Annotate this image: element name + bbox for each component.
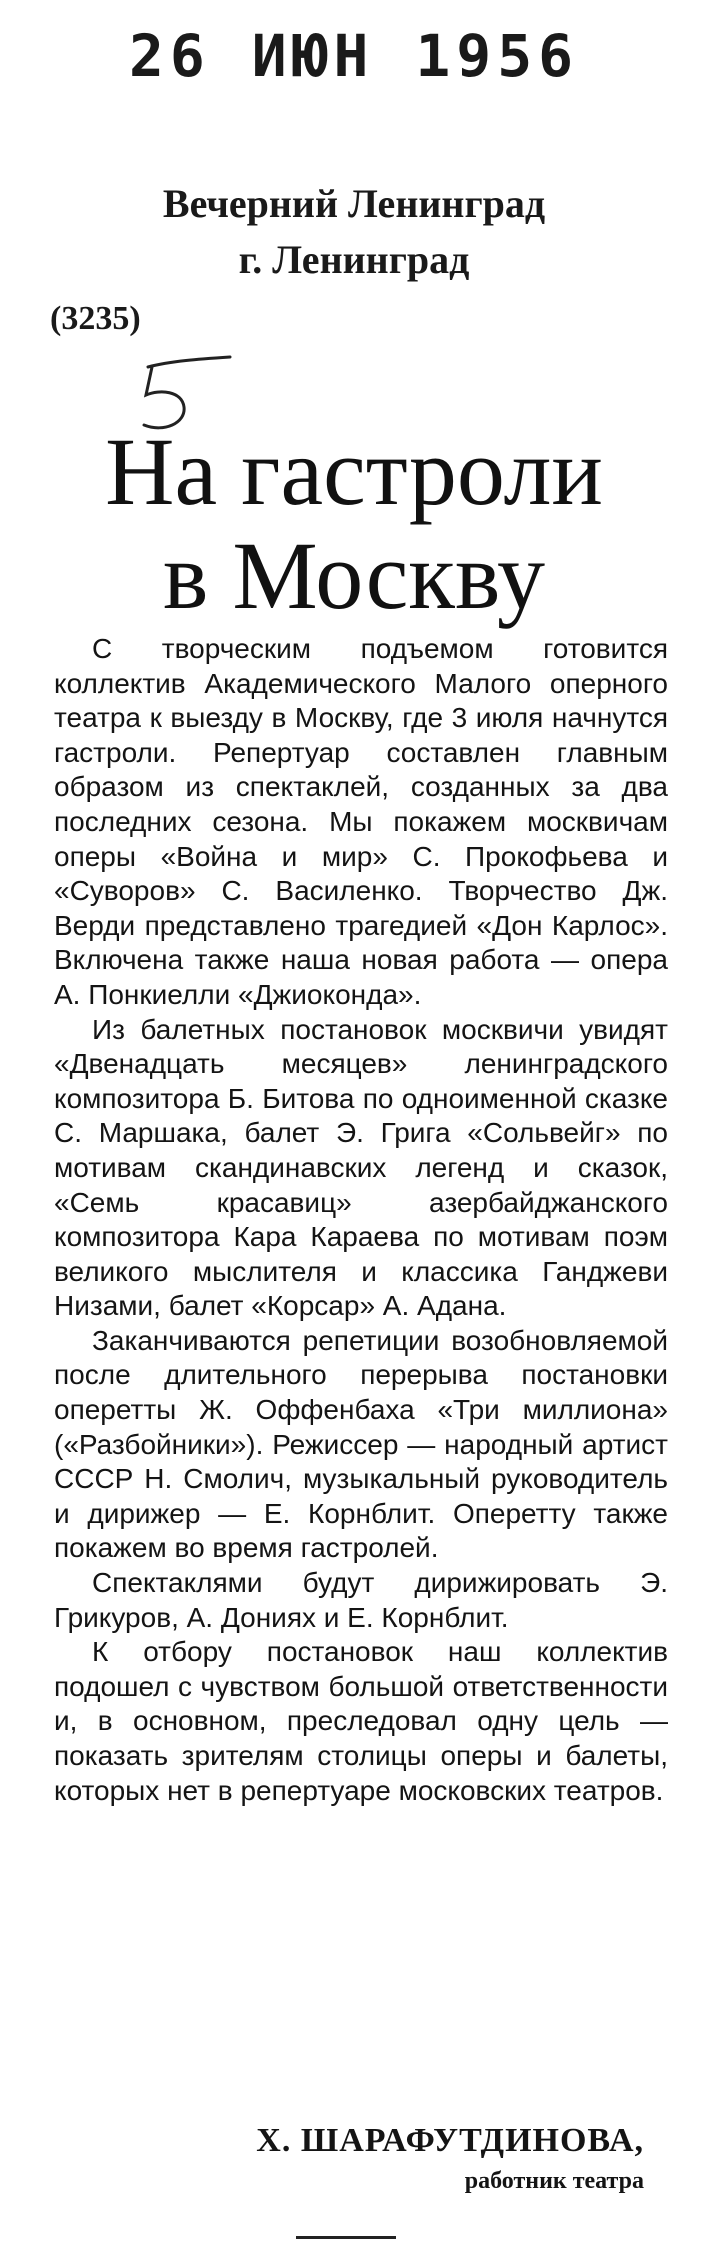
newspaper-name: Вечерний Ленинград bbox=[162, 181, 546, 226]
paragraph-2: Из балетных постановок москвичи увидят «Двенадцать месяцев» ленинградского композитора Б. Битова по одноименной сказке С. Маршака, балет Э. Грига «Сольвейг» по мотивам скандинавских легенд и сказок, «Семь красавиц» азербайджанского композитора Кара Караева по мотивам поэм великого мыслителя и классика Ганджеви Низами, балет «Корсар» А. Адана. bbox=[54, 1013, 668, 1322]
article-body bbox=[54, 632, 668, 1808]
article-headline bbox=[0, 420, 708, 628]
author-name: Х. ШАРАФУТДИНОВА, bbox=[256, 2122, 644, 2159]
newspaper-city: г. Ленинград bbox=[238, 237, 470, 282]
bottom-divider bbox=[296, 2236, 396, 2239]
issue-number: (3235) bbox=[50, 300, 141, 337]
headline-line-1: На гастроли bbox=[105, 418, 603, 525]
paragraph-3: Заканчиваются репетиции возобновляемой после длительного перерыва постановки оперетты Ж. Оффенбаха «Три миллиона» («Разбойники»). Режиссер — народный артист СССР Н. Смолич, музыкальный руководитель и дирижер — Е. Корнблит. Оперетту также покажем во время гастролей. bbox=[54, 1324, 668, 1564]
paragraph-1: С творческим подъемом готовится коллектив Академического Малого оперного театра к выезду в Москву, где 3 июля начнутся гастроли. Репертуар составлен главным образом из спектаклей, созданных за два последних сезона. Мы покажем москвичам оперы «Война и мир» С. Прокофьева и «Суворов» С. Василенко. Творчество Дж. Верди представлено трагедией «Дон Карлос». Включена также наша новая работа — опера А. Понкиелли «Джиоконда». bbox=[54, 633, 668, 1010]
date-stamp: 26 ИЮН 1956 bbox=[128, 22, 580, 90]
author-role: работник театра bbox=[464, 2168, 644, 2194]
paragraph-4: Спектаклями будут дирижировать Э. Грикуров, А. Дониях и Е. Корнблит. bbox=[54, 1567, 668, 1633]
paragraph-5: К отбору постановок наш коллектив подошел с чувством большой ответственности и, в основном, преследовал одну цель — показать зрителям столицы оперы и балеты, которых нет в репертуаре московских театров. bbox=[54, 1636, 668, 1806]
headline-line-2: в Москву bbox=[163, 522, 545, 629]
